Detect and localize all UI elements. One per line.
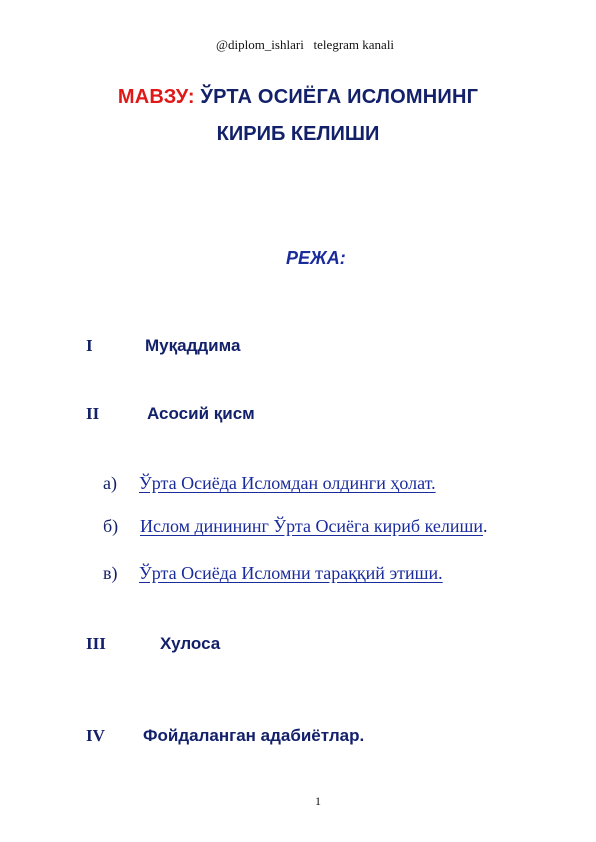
subitem-link[interactable]: Ўрта Осиёда Исломни тараққий этиши. <box>139 563 443 583</box>
topic-title-text: ЎРТА ОСИЁГА ИСЛОМНИНГ <box>194 86 479 108</box>
plan-subitem-b <box>103 516 118 537</box>
subitem-link[interactable]: Ислом динининг Ўрта Осиёга кириб келиши <box>140 516 483 536</box>
plan-subitem-a-text[interactable] <box>139 473 436 494</box>
plan-subitem-c <box>103 563 118 584</box>
plan-section-2 <box>86 404 99 424</box>
section-title: Муқаддима <box>145 336 241 355</box>
plan-subitem-b-text[interactable] <box>140 516 487 537</box>
plan-section-3 <box>86 634 106 654</box>
plan-section-4-title <box>143 726 364 746</box>
section-number: IV <box>86 726 105 745</box>
plan-section-2-title <box>147 404 255 424</box>
subitem-letter: б) <box>103 516 119 536</box>
subitem-tail: . <box>482 516 488 536</box>
page-number: 1 <box>315 794 321 808</box>
section-number: II <box>86 404 100 423</box>
plan-section-1-title <box>145 336 240 356</box>
plan-section-4 <box>86 726 105 746</box>
plan-heading: РЕЖА: <box>286 248 346 268</box>
page-title-line1 <box>0 86 596 109</box>
plan-section-1 <box>86 336 93 356</box>
subitem-letter: в) <box>103 563 118 583</box>
section-title: Асосий қисм <box>147 404 255 423</box>
plan-subitem-c-text[interactable] <box>139 563 443 584</box>
section-number: I <box>86 336 93 355</box>
subitem-link[interactable]: Ўрта Осиёда Исломдан олдинги ҳолат. <box>139 473 436 493</box>
plan-subitem-a <box>103 473 117 494</box>
section-title: Хулоса <box>160 634 221 653</box>
plan-section-3-title <box>160 634 220 654</box>
header-channel-text: @diplom_ishlari telegram kanali <box>216 37 395 52</box>
topic-label: МАВЗУ: <box>117 86 195 108</box>
section-number: III <box>86 634 106 653</box>
page-title-line2: КИРИБ КЕЛИШИ <box>216 123 380 145</box>
subitem-letter: а) <box>103 473 117 493</box>
section-title: Фойдаланган адабиётлар. <box>143 726 365 745</box>
